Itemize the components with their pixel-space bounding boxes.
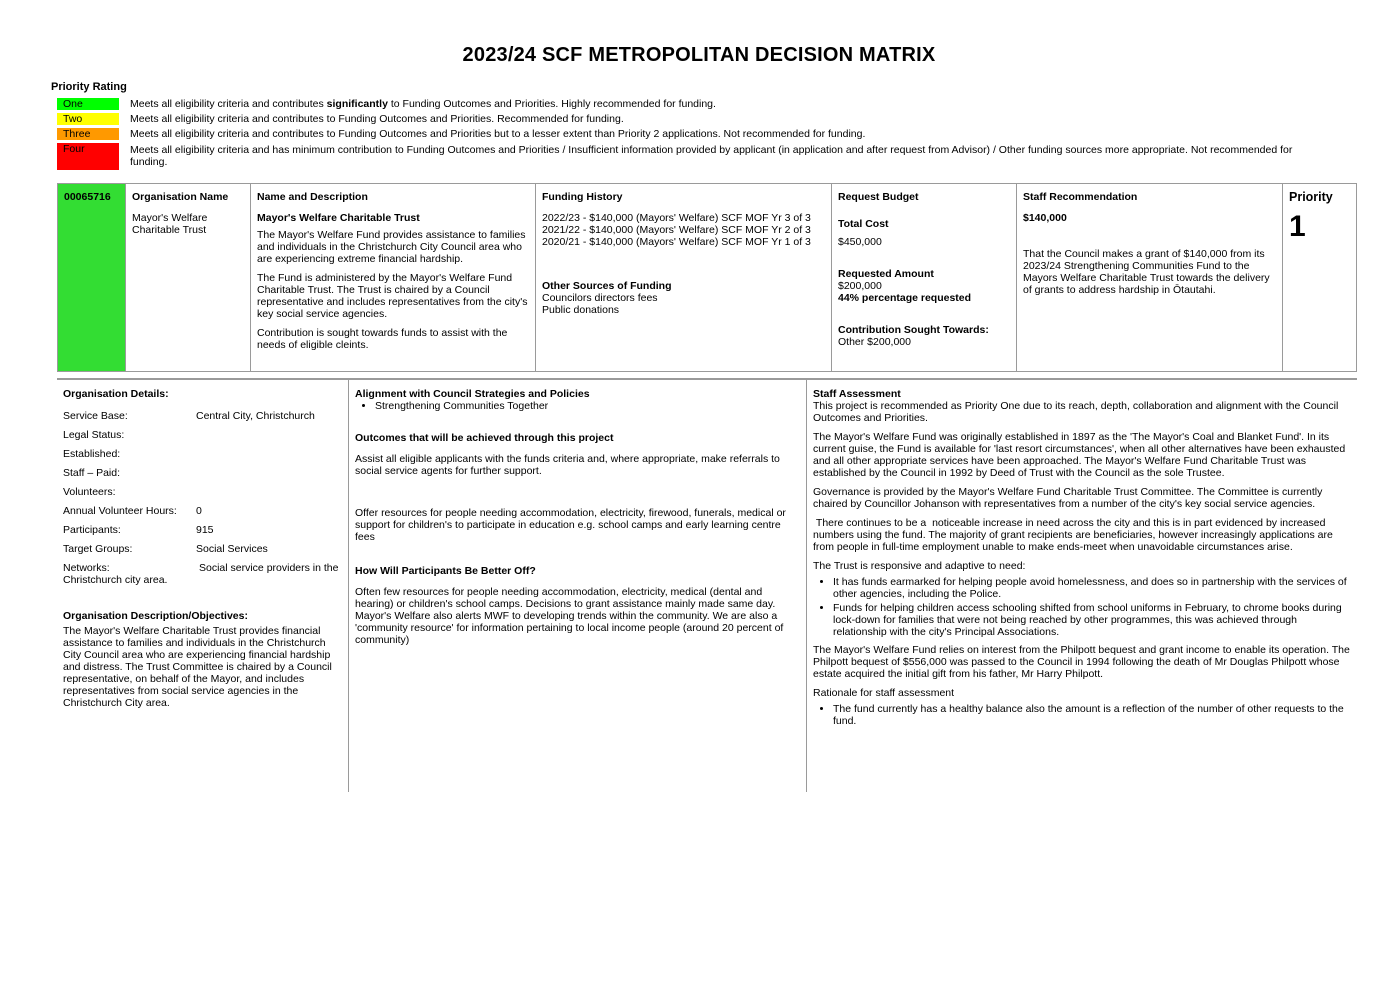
contribution-value: Other $200,000: [838, 336, 911, 348]
other-source-item: Public donations: [542, 304, 620, 316]
priority-row-three: [57, 128, 866, 140]
desc-paragraph: The Mayor's Welfare Fund provides assistance to families and individuals in the Christchurch City Council area who are experiencing extreme financial hardship.: [257, 229, 526, 265]
org-detail-row: Volunteers:: [63, 486, 116, 498]
priority-swatch-three: Three: [57, 128, 119, 140]
org-detail-row: Participants: 915: [63, 524, 214, 536]
assessment-paragraph: The Mayor's Welfare Fund was originally established in 1897 as the 'The Mayor's Coal and Blanket Fund'. In its current guise, the Fund is available for 'last resort circumstances', when all other alternatives have been exhausted and all other appropriate services have been approached. The Mayor's Welfare Fund Charitable Trust was established by the Council in 1992 by Deed of Trust with the Council as the sole Trustee.: [813, 431, 1346, 479]
application-id: 00065716: [64, 191, 111, 203]
funding-history-header: Funding History: [542, 191, 623, 203]
priority-value: 1: [1289, 210, 1306, 243]
org-detail-row: Established:: [63, 448, 121, 460]
org-name-header: Organisation Name: [132, 191, 229, 203]
desc-paragraph: Contribution is sought towards funds to assist with the needs of eligible cleints.: [257, 327, 508, 351]
outcomes-header: Outcomes that will be achieved through this project: [355, 432, 614, 444]
priority-row-four: [57, 143, 1293, 170]
page-title: 2023/24 SCF METROPOLITAN DECISION MATRIX: [462, 44, 936, 66]
staff-assessment-column: [806, 380, 1357, 792]
priority-cell: [1282, 184, 1356, 371]
name-description-cell: [250, 184, 535, 371]
rationale-header: Rationale for staff assessment: [813, 687, 955, 699]
name-description-header: Name and Description: [257, 191, 368, 203]
requested-amount-label: Requested Amount: [838, 268, 934, 280]
outcome-item: Offer resources for people needing accommodation, electricity, firewood, funerals, medical or support for children's to participate in education e.g. school camps and early learning centre fees: [355, 507, 786, 543]
assessment-paragraph: The Trust is responsive and adaptive to need:: [813, 560, 1026, 572]
alignment-column: [348, 380, 806, 792]
org-description-header: Organisation Description/Objectives:: [63, 610, 248, 622]
org-networks: Networks: Social service providers in the Christchurch city area.: [63, 562, 339, 586]
rationale-bullets: [813, 703, 1351, 727]
org-detail-row: Target Groups: Social Services: [63, 543, 268, 555]
org-detail-row: Legal Status:: [63, 429, 125, 441]
org-description: The Mayor's Welfare Charitable Trust provides financial assistance to families and individuals in the Christchurch City Council area who are experiencing financial hardship and distress. The Trust Committee is chaired by a Council representative, on behalf of the Mayor, and includes representatives from social service agencies in the Christchurch City area.: [63, 625, 332, 709]
staff-recommendation-amount: $140,000: [1023, 212, 1067, 224]
priority-desc-three: Meets all eligibility criteria and contributes to Funding Outcomes and Priorities but to a lesser extent than Priority 2 applications. Not recommended for funding.: [130, 128, 866, 140]
percentage-requested: 44% percentage requested: [838, 292, 972, 304]
contribution-label: Contribution Sought Towards:: [838, 324, 989, 336]
funding-history-item: 2020/21 - $140,000 (Mayors' Welfare) SCF MOF Yr 1 of 3: [542, 236, 811, 248]
assessment-bullet: • Funds for helping children access schooling shifted from school uniforms in February, to chrome books during lock-down for families that were not being reached by other programmes, this was achieved through relationship with the city's Principal Associations.: [833, 602, 1351, 638]
org-detail-row: Service Base: Central City, Christchurch: [63, 410, 315, 422]
better-off-text: Often few resources for people needing accommodation, electricity, medical (dental and hearing) or children's school camps. Decisions to grant assistance mainly made same day. Mayor's Welfare also alerts MWF to developing trends within the community. We are also a 'community resource' for information pertaining to local income people (around 20 percent of community): [355, 586, 784, 646]
assessment-paragraph: This project is recommended as Priority One due to its reach, depth, collaboration and alignment with the Council Outcomes and Priorities.: [813, 400, 1339, 424]
project-name: Mayor's Welfare Charitable Trust: [257, 212, 420, 224]
alignment-item: • Strengthening Communities Together: [375, 400, 800, 412]
organisation-details-column: [57, 380, 348, 792]
funding-history-cell: [535, 184, 831, 371]
total-cost-label: Total Cost: [838, 218, 889, 230]
assessment-paragraph: Governance is provided by the Mayor's Welfare Fund Charitable Trust Committee. The Committee is currently chaired by Councillor Johanson with representatives from a number of the city's key social service agencies.: [813, 486, 1323, 510]
funding-history-item: 2022/23 - $140,000 (Mayors' Welfare) SCF MOF Yr 3 of 3: [542, 212, 811, 224]
funding-history-item: 2021/22 - $140,000 (Mayors' Welfare) SCF MOF Yr 2 of 3: [542, 224, 811, 236]
priority-rating-label: Priority Rating: [51, 81, 127, 93]
assessment-paragraph: There continues to be a noticeable increase in need across the city and this is in part evidenced by increased numbers using the fund. The majority of grant recipients are beneficiaries, however increasingly applications are from people in full-time employment unable to make ends-meet when unavoidable circumstances arise.: [813, 517, 1336, 553]
priority-swatch-four: Four: [57, 143, 119, 170]
priority-desc-two: Meets all eligibility criteria and contributes to Funding Outcomes and Priorities. Recommended for funding.: [130, 113, 624, 125]
details-section: [57, 378, 1357, 792]
total-cost-value: $450,000: [838, 236, 882, 248]
org-name: Mayor's Welfare Charitable Trust: [132, 212, 208, 236]
other-sources-header: Other Sources of Funding: [542, 280, 672, 292]
org-detail-row: Annual Volunteer Hours: 0: [63, 505, 202, 517]
other-source-item: Councilors directors fees: [542, 292, 658, 304]
application-summary-table: [57, 183, 1357, 372]
requested-amount-value: $200,000: [838, 280, 882, 292]
outcome-item: Assist all eligible applicants with the funds criteria and, where appropriate, make referrals to social service agents for further support.: [355, 453, 780, 477]
assessment-bullet: • It has funds earmarked for helping people avoid homelessness, and does so in partnership with the services of other agencies, including the Police.: [833, 576, 1351, 600]
request-budget-header: Request Budget: [838, 191, 919, 203]
org-detail-row: Staff – Paid:: [63, 467, 121, 479]
org-name-cell: [125, 184, 250, 371]
better-off-header: How Will Participants Be Better Off?: [355, 565, 536, 577]
priority-desc-one: Meets all eligibility criteria and contributes significantly to Funding Outcomes and Priorities. Highly recommended for funding.: [130, 98, 716, 110]
staff-recommendation-cell: [1016, 184, 1282, 371]
priority-row-one: [57, 98, 716, 110]
assessment-bullets: [813, 576, 1351, 638]
staff-recommendation-text: That the Council makes a grant of $140,000 from its 2023/24 Strengthening Communities Fund to the Mayors Welfare Charitable Trust towards the delivery of grants to address hardship in Ōtautahi.: [1023, 248, 1270, 296]
priority-header: Priority: [1289, 190, 1333, 204]
priority-desc-four: Meets all eligibility criteria and has minimum contribution to Funding Outcomes and Priorities / Insufficient information provided by applicant (in application and after request from Advisor) / Other funding sources more appropriate. Not recommended for funding.: [130, 144, 1293, 168]
priority-swatch-one: One: [57, 98, 119, 110]
staff-recommendation-header: Staff Recommendation: [1023, 191, 1138, 203]
rationale-bullet: • The fund currently has a healthy balance also the amount is a reflection of the number of other requests to the fund.: [833, 703, 1351, 727]
assessment-paragraph: The Mayor's Welfare Fund relies on interest from the Philpott bequest and grant income to enable its operation. The Philpott bequest of $556,000 was passed to the Council in 1994 following the death of Mr Douglas Philpott whose estate acquired the initial gift from his father, Mr Harry Philpott.: [813, 644, 1350, 680]
priority-row-two: [57, 113, 624, 125]
request-budget-cell: [831, 184, 1016, 371]
desc-paragraph: The Fund is administered by the Mayor's Welfare Fund Charitable Trust. The Trust is chaired by a Council representative and includes representatives from the city's key social service agencies.: [257, 272, 528, 320]
alignment-list: [355, 400, 800, 412]
priority-swatch-two: Two: [57, 113, 119, 125]
staff-assessment-header: Staff Assessment: [813, 388, 901, 400]
org-details-header: Organisation Details:: [63, 388, 169, 400]
application-id-cell: [58, 184, 125, 371]
alignment-header: Alignment with Council Strategies and Policies: [355, 388, 590, 400]
